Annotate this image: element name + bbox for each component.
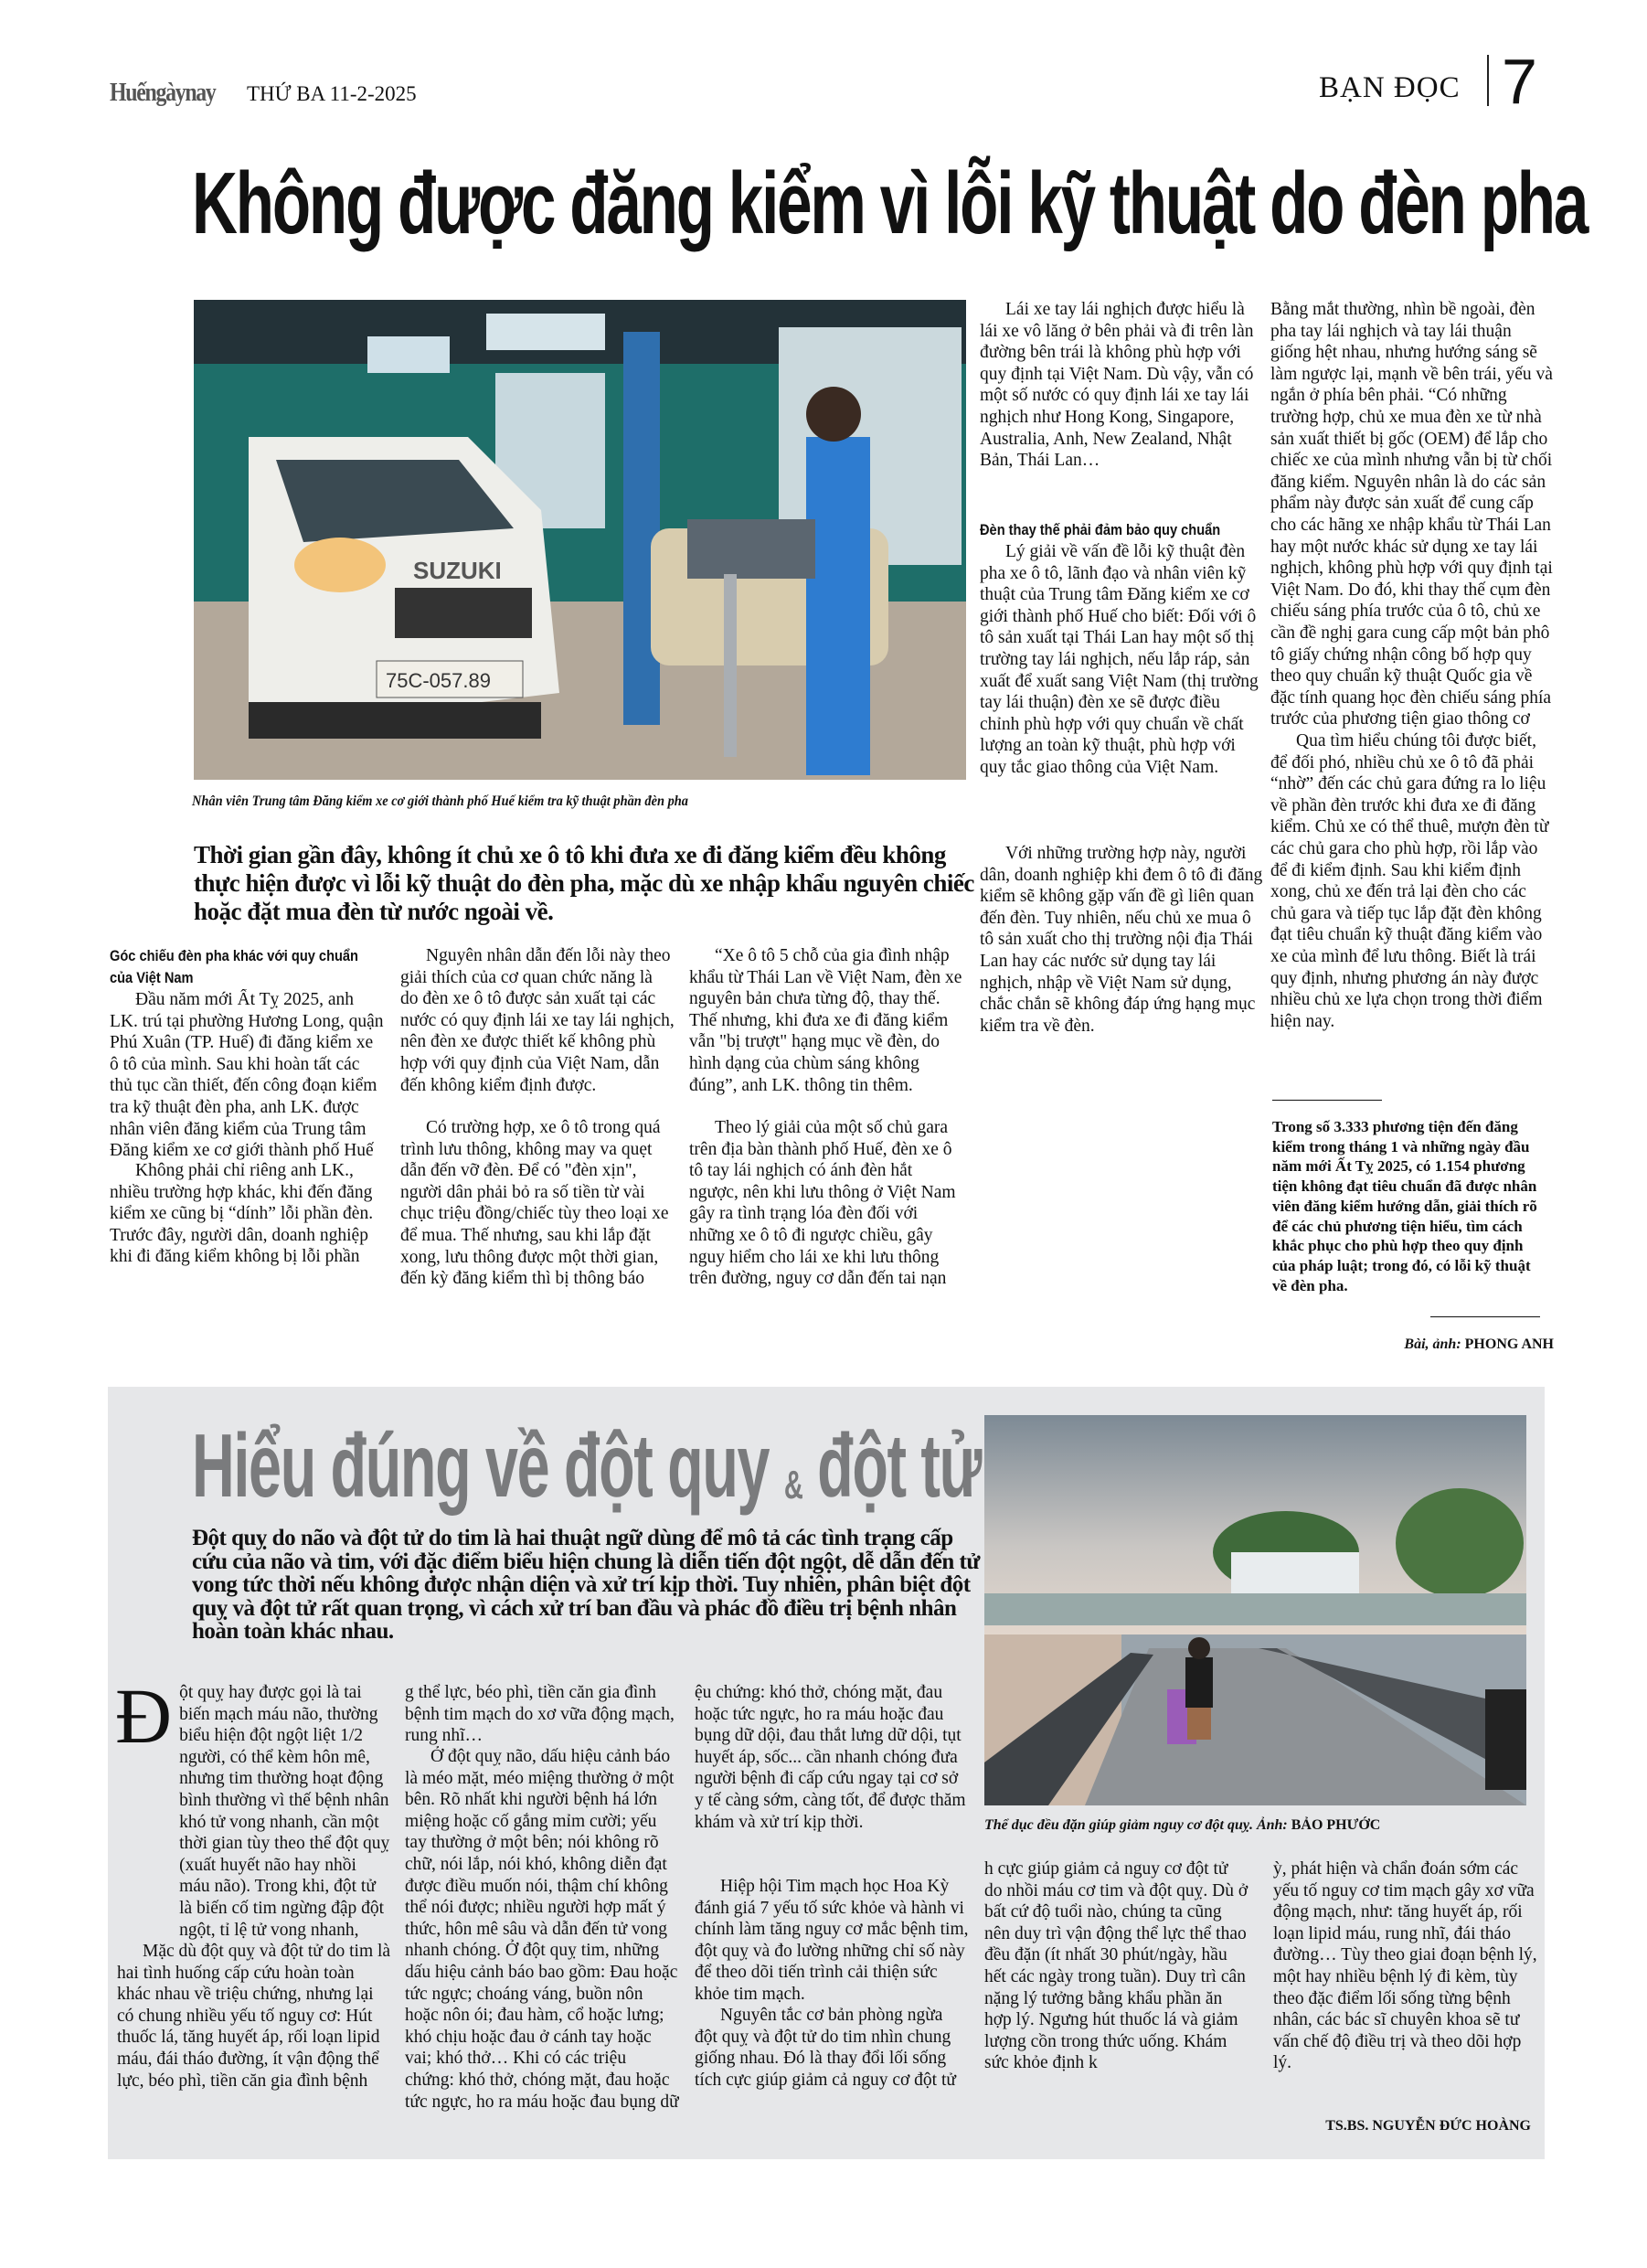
article1-photo-caption: Nhân viên Trung tâm Đăng kiểm xe cơ giới thành phố Huế kiểm tra kỹ thuật phần đèn pha	[192, 793, 689, 809]
byline-author: PHONG ANH	[1464, 1336, 1554, 1352]
article2-paragraph-cont: h cực giúp giảm cả nguy cơ đột tử do nhồi máu cơ tim và đột quỵ. Dù ở bất cứ độ tuổi nào, chúng ta cũng nên duy trì vận động thể lực thể thao đều đặn (ít nhất 30 phút/ngày, hầu hết các ngày trong tuần). Duy trì cân nặng lý tưởng bằng khẩu phần ăn hợp lý. Ngưng hút thuốc lá và giảm lượng cồn trong thức uống. Khám sức khỏe định k	[984, 1859, 1249, 2073]
article1-box-note: Trong số 3.333 phương tiện đến đăng kiểm trong tháng 1 và những ngày đầu năm mới Ất Tỵ 2025, có 1.154 phương tiện không đạt tiêu chuẩn đã được nhân viên đăng kiểm hướng dẫn, giải thích rõ để các chủ phương tiện hiểu, tìm cách khắc phục cho phù hợp theo quy định của pháp luật; trong đó, có lỗi kỹ thuật về đèn pha.	[1272, 1118, 1537, 1294]
masthead-logo: Huếngàynay	[110, 79, 216, 107]
photo-credit-name: BẢO PHƯỚC	[1291, 1817, 1381, 1833]
article2-column-4	[984, 1858, 1249, 2117]
article2-column-3	[695, 1682, 969, 2091]
article2-sapo: Đột quỵ do não và đột tử do tim là hai thuật ngữ dùng để mô tả các tình trạng cấp cứu của não và tim, với đặc điểm biểu hiện chung là diễn tiến đột ngột, dễ dẫn đến tử vong tức thời nếu không được nhận diện và xử trí kịp thời. Tuy nhiên, phân biệt đột quỵ và đột tử rất quan trọng, vì cách xử trí ban đầu và phác đồ điều trị bệnh nhân hoàn toàn khác nhau.	[192, 1526, 980, 1644]
article2-headline	[192, 1415, 981, 1536]
article1-subhead-2: Đèn thay thế phải đảm bảo quy chuẩn	[980, 521, 1221, 538]
byline-rule	[1430, 1316, 1540, 1317]
article1-paragraph: Lý giải về vấn đề lỗi kỹ thuật đèn pha xe ô tô, lãnh đạo và nhân viên kỹ thuật của Trung tâm Đăng kiểm xe cơ giới thành phố Huế cho biết: Đối với ô tô sản xuất tại Thái Lan hay một số thị trường tay lái nghịch, nếu lắp ráp, sản xuất để xuất sang Việt Nam (thị trường tay lái thuận) đèn xe sẽ được điều chỉnh phù hợp với quy chuẩn về chất lượng an toàn kỹ thuật, phù hợp với quy tắc giao thông của Việt Nam.	[980, 542, 1259, 777]
article1-column-1	[110, 945, 384, 1269]
article2-headline-amp: &	[783, 1463, 802, 1507]
article1-column-4	[980, 299, 1263, 1037]
article2-column-1	[115, 1672, 391, 2092]
header-divider	[1487, 55, 1489, 106]
article2-byline: TS.BS. NGUYỄN ĐỨC HOÀNG	[1325, 2118, 1531, 2134]
article2-photo-caption	[984, 1817, 1380, 1834]
issue-date: THỨ BA 11-2-2025	[247, 82, 417, 105]
dropcap: Đ	[115, 1672, 173, 1760]
article1-paragraph: Bằng mắt thường, nhìn bề ngoài, đèn pha tay lái nghịch và tay lái thuận giống hệt nhau, nhưng hướng sáng sẽ làm ngược lại, mạnh về bên trái, yếu và ngắn ở phía bên phải. “Có những trường hợp, chủ xe mua đèn xe từ nhà sản xuất thiết bị gốc (OEM) để lắp cho chiếc xe của mình nhưng vẫn bị từ chối đăng kiểm. Nguyên nhân là do các sản phẩm này được sản xuất để cung cấp cho các hãng xe nhập khẩu từ Thái Lan hay một nước khác sử dụng xe tay lái nghịch, không phù hợp với quy định tại Việt Nam. Do đó, khi thay thế cụm đèn chiếu sáng phía trước của ô tô, chủ xe cần đề nghị gara cung cấp một bản phô tô giấy chứng nhận công bố hợp quy theo quy chuẩn kỹ thuật Quốc gia về đặc tính quang học đèn chiếu sáng phía trước của phương tiện giao thông cơ	[1270, 300, 1553, 729]
article2-paragraph: Hiệp hội Tim mạch học Hoa Kỳ đánh giá 7 yếu tố sức khỏe và hành vi chính làm tăng nguy cơ mắc bệnh tim, đột quỵ và đo lường những chỉ số này để theo dõi tiến trình cải thiện sức khỏe tim mạch.	[695, 1877, 969, 2004]
photo-caption-text: Thể dục đều đặn giúp giảm nguy cơ đột quỵ.	[984, 1817, 1253, 1833]
article1-subhead-1: Góc chiếu đèn pha khác với quy chuẩn của Việt Nam	[110, 947, 359, 986]
article2-column-2	[405, 1682, 679, 2112]
article1-paragraph: Với những trường hợp này, người dân, doanh nghiệp khi đem ô tô đi đăng kiểm sẽ không gặp vấn đề gì liên quan đến đèn. Tuy nhiên, nếu chủ xe mua ô tô sản xuất cho thị trường nội địa Thái Lan hay các nước sử dụng tay lái nghịch, nhập về Việt Nam sử dụng, chắc chắn sẽ không đáp ứng hạng mục kiểm tra về đèn.	[980, 844, 1263, 1036]
article2-headline-part2: đột tử	[817, 1415, 982, 1516]
section-name: BẠN ĐỌC	[1319, 71, 1461, 104]
photo-credit-label: Ảnh:	[1256, 1817, 1288, 1833]
article1-paragraph: Theo lý giải của một số chủ gara trên địa bàn thành phố Huế, đèn xe ô tô tay lái nghịch có ánh đèn hắt ngược, nên khi lưu thông ở Việt Nam gây ra tình trạng lóa đèn đối với những xe ô tô đi ngược chiều, gây nguy hiểm cho lái xe khi lưu thông trên đường, nguy cơ dẫn đến tai nạn	[689, 1118, 956, 1289]
article1-paragraph: Nguyên nhân dẫn đến lỗi này theo giải thích của cơ quan chức năng là do đèn xe ô tô được sản xuất tại các nước có quy định lái xe tay lái nghịch, nên đèn xe được thiết kế không phù hợp với quy định của Việt Nam, dẫn đến không kiểm định được.	[400, 946, 675, 1095]
article1-paragraph: Không phải chỉ riêng anh LK., nhiều trường hợp khác, khi đến đăng kiểm xe cũng bị “dính” lỗi phần đèn. Trước đây, người dân, doanh nghiệp khi đi đăng kiểm không bị lỗi phần	[110, 1161, 374, 1267]
article1-sapo: Thời gian gần đây, không ít chủ xe ô tô khi đưa xe đi đăng kiểm đều không thực hiện được vì lỗi kỹ thuật do đèn pha, mặc dù xe nhập khẩu nguyên chiếc hoặc đặt mua đèn từ nước ngoài về.	[194, 841, 974, 925]
article1-column-2	[400, 945, 675, 1289]
article2-photo	[984, 1415, 1526, 1805]
byline-label: Bài, ảnh:	[1404, 1336, 1461, 1352]
article1-photo	[194, 300, 966, 780]
article2-paragraph-cont: g thể lực, béo phì, tiền căn gia đình bệnh tim mạch do xơ vữa động mạch, rung nhĩ…	[405, 1683, 675, 1746]
article2-paragraph: Ở đột quỵ não, dấu hiệu cảnh báo là méo mặt, méo miệng thường ở một bên. Rõ nhất khi người bệnh há lớn miệng hoặc cố gắng mỉm cười; yếu tay thường ở một bên; nói không rõ chữ, nói lắp, nói khó, không diễn đạt được điều muốn nói, thậm chí không thể nói được; nhiều người hợp mất ý thức, hôn mê sâu và dẫn đến tử vong nhanh chóng. Ở đột quỵ tim, những dấu hiệu cảnh báo bao gồm: Đau hoặc tức ngực; choáng váng, buồn nôn hoặc nôn ói; đau hàm, cổ hoặc lưng; khó chịu hoặc đau ở cánh tay hoặc vai; khó thở… Khi có các triệu chứng: khó thở, chóng mặt, đau hoặc tức ngực, ho ra máu hoặc đau bụng dữ	[405, 1747, 679, 2112]
article2-paragraph: Mặc dù đột quỵ và đột tử do tim là hai tình huống cấp cứu hoàn toàn khác nhau về triệu chứng, nhưng lại có chung nhiều yếu tố nguy cơ: Hút thuốc lá, tăng huyết áp, rối loạn lipid máu, đái tháo đường, ít vận động thể lực, béo phì, tiền căn gia đình bệnh	[117, 1942, 391, 2091]
article2-paragraph: ột quỵ hay được gọi là tai biến mạch máu não, thường biểu hiện đột ngột liệt 1/2 người, có thể kèm hôn mê, nhưng tim thường hoạt động bình thường vì thế bệnh nhân khó tử vong nhanh, cần một thời gian tùy theo thể đột quỵ (xuất huyết não hay nhồi máu não). Trong khi, đột tử là biến cố tim ngừng đập đột ngột, tỉ lệ tử vong nhanh,	[179, 1683, 390, 1940]
article1-paragraph: Có trường hợp, xe ô tô trong quá trình lưu thông, không may va quẹt dẫn đến vỡ đèn. Để có "đèn xịn", người dân phải bỏ ra số tiền từ vài chục triệu đồng/chiếc tùy theo loại xe để mua. Thế nhưng, sau khi lắp đặt xong, lưu thông được một thời gian, đến kỳ đăng kiểm thì bị thông báo	[400, 1118, 669, 1289]
article1-column-3	[689, 945, 963, 1289]
article1-column-5	[1270, 299, 1554, 1074]
riverside-walk-photo	[984, 1415, 1526, 1805]
article1-paragraph: Đầu năm mới Ất Tỵ 2025, anh LK. trú tại phường Hương Long, quận Phú Xuân (TP. Huế) đi đăng kiểm xe ô tô của mình. Sau khi hoàn tất các thủ tục cần thiết, đến công đoạn kiểm tra kỹ thuật đèn pha, anh LK. được nhân viên đăng kiểm của Trung tâm Đăng kiểm xe cơ giới thành phố Huế	[110, 990, 384, 1160]
article1-paragraph: “Xe ô tô 5 chỗ của gia đình nhập khẩu từ Thái Lan về Việt Nam, đèn xe nguyên bản chưa từng độ, thay thế. Thế nhưng, khi đưa xe đi đăng kiểm vẫn "bị trượt" hạng mục về đèn, do hình dạng của chùm sáng không đúng”, anh LK. thông tin thêm.	[689, 946, 962, 1095]
article2-paragraph: Nguyên tắc cơ bản phòng ngừa đột quỵ và đột tử do tim nhìn chung giống nhau. Đó là thay đổi lối sống tích cực giúp giảm cả nguy cơ đột tử	[695, 2006, 956, 2090]
article1-paragraph: Lái xe tay lái nghịch được hiểu là lái xe vô lăng ở bên phải và đi trên làn đường bên trái là không phù hợp với quy định tại Việt Nam. Dù vậy, vẫn có một số nước có quy định lái xe tay lái nghịch như Hong Kong, Singapore, Australia, Anh, New Zealand, Nhật Bản, Thái Lan…	[980, 300, 1254, 471]
article2-column-5	[1273, 1858, 1538, 2073]
license-plate: 75C-057.89	[386, 669, 491, 692]
article1-headline: Không được đăng kiểm vì lỗi kỹ thuật do đèn pha	[192, 154, 1588, 252]
article2-paragraph-cont: ệu chứng: khó thở, chóng mặt, đau hoặc tức ngực, ho ra máu hoặc đau bụng dữ dội, đau thắt lưng dữ dội, tụt huyết áp, sốc... cần nhanh chóng đưa người bệnh đi cấp cứu ngay tại cơ sở y tế càng sớm, càng tốt, để được thăm khám và xử trí kịp thời.	[695, 1683, 966, 1832]
article2-headline-part1: Hiểu đúng về đột quy	[192, 1415, 770, 1516]
box-note-rule	[1272, 1100, 1382, 1101]
article1-byline	[1307, 1336, 1554, 1353]
truck-brand: SUZUKI	[413, 557, 502, 584]
page-number: 7	[1502, 46, 1537, 117]
article2-paragraph-cont: ỳ, phát hiện và chẩn đoán sớm các yếu tố nguy cơ tim mạch gây xơ vữa động mạch, như: tăng huyết áp, rối loạn lipid máu, rung nhĩ, đái tháo đường… Tùy theo giai đoạn bệnh lý, một hay nhiều bệnh lý đi kèm, tùy theo đặc điểm lối sống từng bệnh nhân, các bác sĩ chuyên khoa sẽ tư vấn chế độ điều trị và theo dõi hợp lý.	[1273, 1859, 1537, 2073]
article1-paragraph: Qua tìm hiểu chúng tôi được biết, để đối phó, nhiều chủ xe ô tô đã phải “nhờ” đến các chủ gara đứng ra lo liệu về phần đèn trước khi đưa xe đi đăng kiểm. Chủ xe có thể thuê, mượn đèn từ các chủ gara cho phù hợp, rồi lắp vào để đi kiểm định. Sau khi kiểm định xong, chủ xe đến trả lại đèn cho các chủ gara và tiếp tục lắp đặt đèn không đạt tiêu chuẩn kỹ thuật đăng kiểm vào xe của mình để lưu thông. Biết là trái quy định, nhưng phương án này được nhiều chủ xe lựa chọn trong thời điểm hiện nay.	[1270, 731, 1549, 1031]
vehicle-inspection-photo	[194, 300, 966, 780]
